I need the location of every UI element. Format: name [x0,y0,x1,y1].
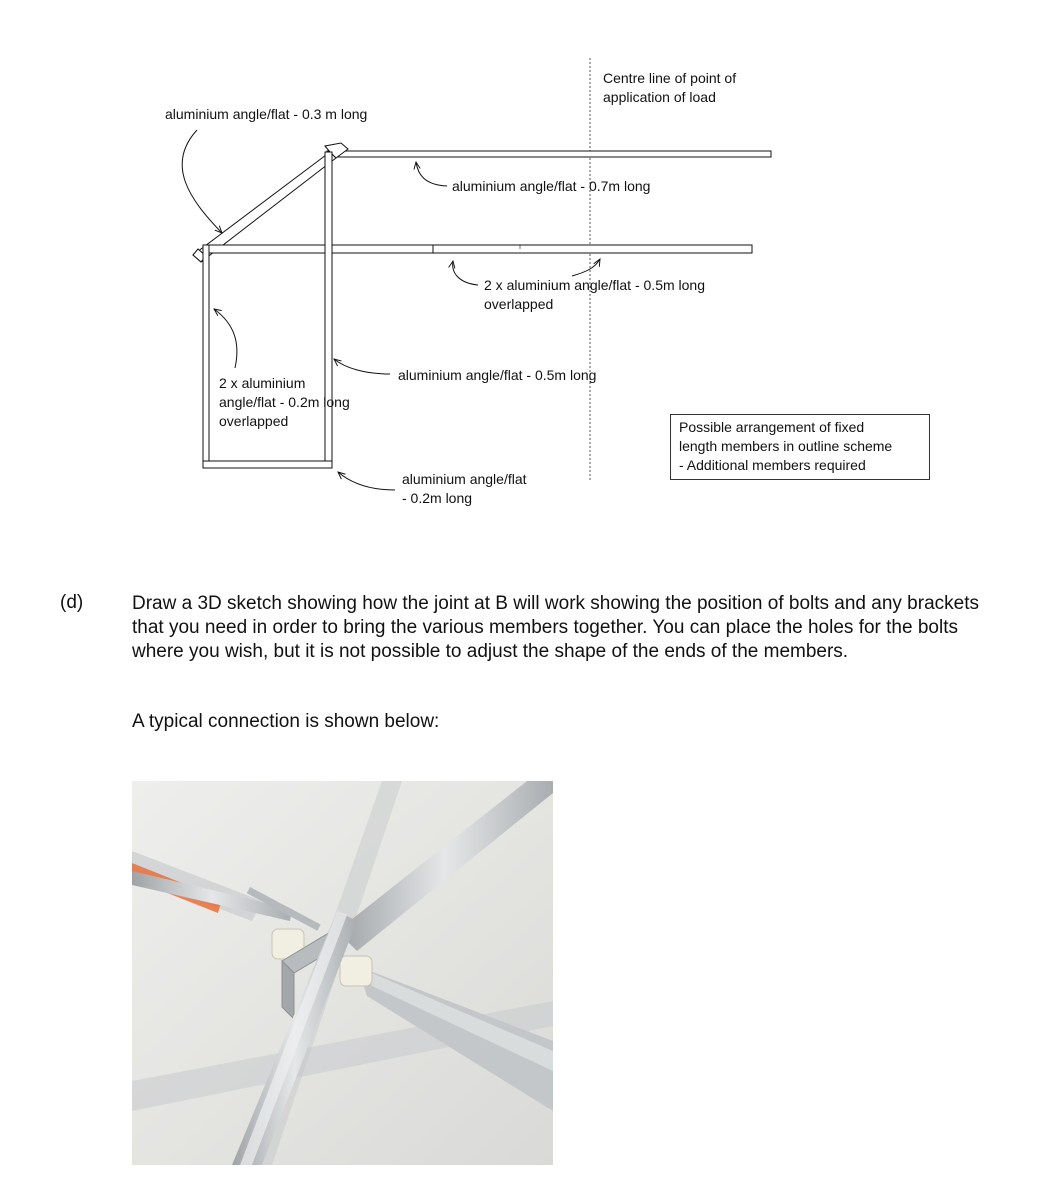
top-member [327,151,771,157]
question-number: (d) [60,592,84,613]
note-box: Possible arrangement of fixed length members in outline scheme - Additional members required [670,414,930,480]
label-angle-03: aluminium angle/flat - 0.3 m long [165,106,368,122]
connection-photo [132,781,553,1165]
typical-connection-text: A typical connection is shown below: [132,711,440,732]
arrow-angle-05-overlap-right [572,259,600,276]
arrow-angle-07 [416,162,447,186]
arrow-angle-05 [334,359,390,374]
arrow-angle-05-overlap-left [453,261,478,285]
arrow-angle-02-overlap [214,309,237,368]
middle-member [203,245,752,253]
label-angle-07: aluminium angle/flat - 0.7m long [452,178,651,194]
arrow-angle-02 [338,472,395,490]
label-centre-line: Centre line of point of application of load [603,70,737,105]
left-vertical-member [203,245,209,468]
question-text: Draw a 3D sketch showing how the joint at B will work showing the position of bolts and any brackets that you need in order to bring the various members together. You can place the holes for the bolts where you wish, but it is not possible to adjust the shape of the ends of the members. [132,593,979,662]
label-angle-05: aluminium angle/flat - 0.5m long [398,367,597,383]
label-angle-02-overlap: 2 x aluminium angle/flat - 0.2m long overlapped [219,375,350,429]
arrow-angle-03 [182,130,222,233]
bottom-member [203,461,332,468]
label-angle-05-overlap: 2 x aluminium angle/flat - 0.5m long overlapped [484,277,705,312]
nylon-block-right [340,956,372,986]
label-angle-02: aluminium angle/flat - 0.2m long [402,471,527,506]
